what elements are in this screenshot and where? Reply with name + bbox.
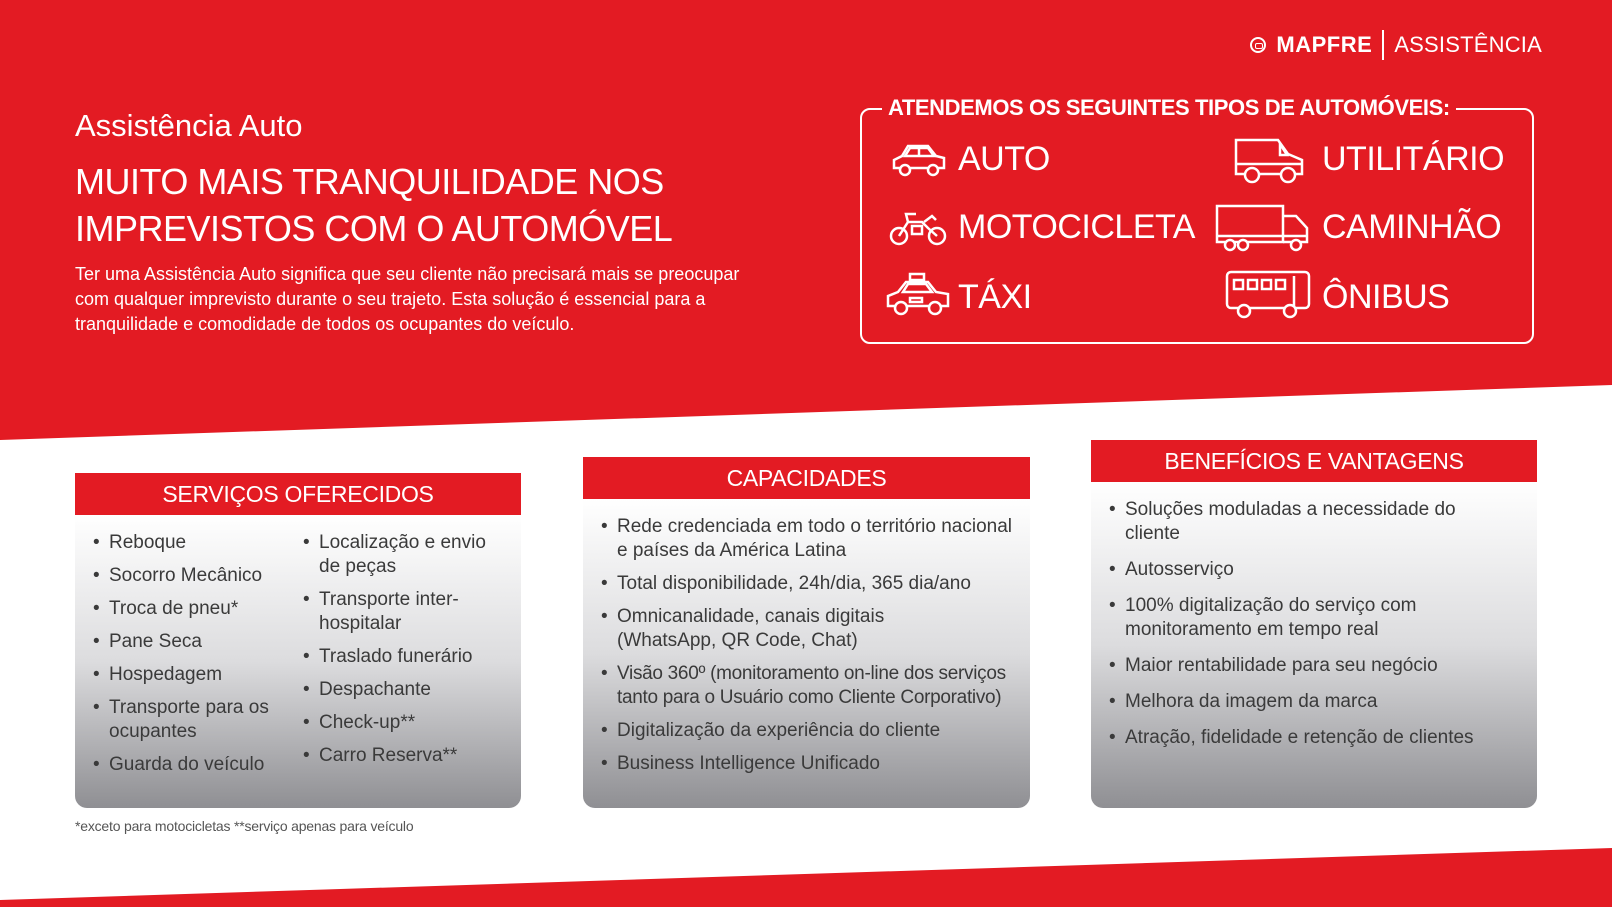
hero-title-line-2: IMPREVISTOS COM O AUTOMÓVEL bbox=[75, 208, 673, 249]
list-item: • Autosserviço bbox=[1109, 558, 1527, 582]
vehicle-label-taxi: TÁXI bbox=[958, 278, 1032, 316]
services-list-column-1 bbox=[93, 531, 303, 808]
list-item: • 100% digitalização do serviço com monitoramento em tempo real bbox=[1109, 594, 1425, 642]
hero-description bbox=[75, 262, 755, 337]
list-item: • Visão 360º (monitoramento on-line dos serviços tanto para o Usuário como Cliente Corporativo) bbox=[601, 662, 1032, 710]
list-item: • Rede credenciada em todo o território nacional e países da América Latina bbox=[601, 515, 1017, 563]
list-item: • Despachante bbox=[303, 678, 493, 702]
capacities-card bbox=[583, 457, 1030, 808]
list-item: • Guarda do veículo bbox=[93, 753, 303, 777]
bottom-red-band bbox=[0, 848, 1612, 907]
list-item: • Omnicanalidade, canais digitais (WhatsApp, QR Code, Chat) bbox=[601, 605, 897, 653]
car-icon bbox=[890, 140, 948, 182]
motorcycle-icon bbox=[888, 208, 948, 248]
brand-name: MAPFRE bbox=[1276, 32, 1373, 57]
services-card-body bbox=[75, 515, 521, 808]
benefits-list bbox=[1109, 498, 1527, 750]
vehicle-item-utilitario bbox=[1232, 134, 1308, 186]
vehicle-label-motocicleta: MOTOCICLETA bbox=[958, 208, 1195, 246]
services-list-column-2 bbox=[303, 531, 493, 808]
hero-title-line-1: MUITO MAIS TRANQUILIDADE NOS bbox=[75, 161, 664, 202]
footnote: *exceto para motocicletas **serviço apenas para veículo bbox=[75, 818, 414, 834]
vehicle-label-onibus: ÔNIBUS bbox=[1322, 278, 1450, 316]
vehicle-types-box bbox=[860, 95, 1534, 344]
bus-icon bbox=[1224, 268, 1312, 322]
van-icon bbox=[1232, 134, 1308, 186]
hero-description-line-3: tranquilidade e comodidade de todos os ocupantes do veículo. bbox=[75, 314, 575, 334]
vehicle-item-onibus bbox=[1224, 268, 1312, 322]
hero-description-line-2: com qualquer imprevisto durante o seu trajeto. Esta solução é essencial para a bbox=[75, 289, 706, 309]
brand-subtitle: ASSISTÊNCIA bbox=[1394, 32, 1542, 57]
benefits-card-body bbox=[1091, 482, 1537, 808]
vehicle-label-auto: AUTO bbox=[958, 140, 1050, 178]
hero-section bbox=[75, 108, 755, 337]
services-card-title: SERVIÇOS OFERECIDOS bbox=[75, 473, 521, 515]
hero-title bbox=[75, 158, 755, 252]
mapfre-emblem-icon bbox=[1250, 37, 1266, 53]
vehicle-item-taxi bbox=[884, 272, 952, 320]
vehicle-item-auto bbox=[890, 140, 948, 182]
list-item: • Localização e envio de peças bbox=[303, 531, 499, 579]
brand-logo bbox=[1250, 30, 1542, 60]
list-item: • Hospedagem bbox=[93, 663, 303, 687]
hero-kicker: Assistência Auto bbox=[75, 108, 303, 143]
vehicle-item-motocicleta bbox=[888, 208, 948, 248]
list-item: • Transporte para os ocupantes bbox=[93, 696, 279, 744]
list-item: • Melhora da imagem da marca bbox=[1109, 690, 1527, 714]
truck-icon bbox=[1214, 202, 1312, 256]
services-card bbox=[75, 473, 521, 808]
list-item: • Reboque bbox=[93, 531, 303, 555]
vehicle-label-caminhao: CAMINHÃO bbox=[1322, 208, 1502, 246]
list-item: • Digitalização da experiência do cliente bbox=[601, 719, 1020, 743]
vehicle-types-heading: ATENDEMOS OS SEGUINTES TIPOS DE AUTOMÓVEIS: bbox=[882, 95, 1456, 121]
vehicle-label-utilitario: UTILITÁRIO bbox=[1322, 140, 1505, 178]
capacities-card-title: CAPACIDADES bbox=[583, 457, 1030, 499]
list-item: • Business Intelligence Unificado bbox=[601, 752, 1020, 776]
hero-description-line-1: Ter uma Assistência Auto significa que seu cliente não precisará mais se preocupar bbox=[75, 264, 740, 284]
list-item: • Maior rentabilidade para seu negócio bbox=[1109, 654, 1527, 678]
capacities-list bbox=[601, 515, 1020, 776]
taxi-icon bbox=[884, 272, 952, 320]
capacities-card-body bbox=[583, 499, 1030, 808]
list-item: • Carro Reserva** bbox=[303, 744, 493, 768]
list-item: • Pane Seca bbox=[93, 630, 303, 654]
list-item: • Socorro Mecânico bbox=[93, 564, 303, 588]
benefits-card-title: BENEFÍCIOS E VANTAGENS bbox=[1091, 440, 1537, 482]
vehicle-item-caminhao bbox=[1214, 202, 1312, 256]
benefits-card bbox=[1091, 440, 1537, 808]
list-item: • Traslado funerário bbox=[303, 645, 493, 669]
list-item: • Check-up** bbox=[303, 711, 493, 735]
list-item: • Total disponibilidade, 24h/dia, 365 dia/ano bbox=[601, 572, 1020, 596]
list-item: • Transporte inter-hospitalar bbox=[303, 588, 469, 636]
list-item: • Troca de pneu* bbox=[93, 597, 303, 621]
brand-divider bbox=[1382, 30, 1384, 60]
list-item: • Soluções moduladas a necessidade do cliente bbox=[1109, 498, 1465, 546]
list-item: • Atração, fidelidade e retenção de clientes bbox=[1109, 726, 1527, 750]
